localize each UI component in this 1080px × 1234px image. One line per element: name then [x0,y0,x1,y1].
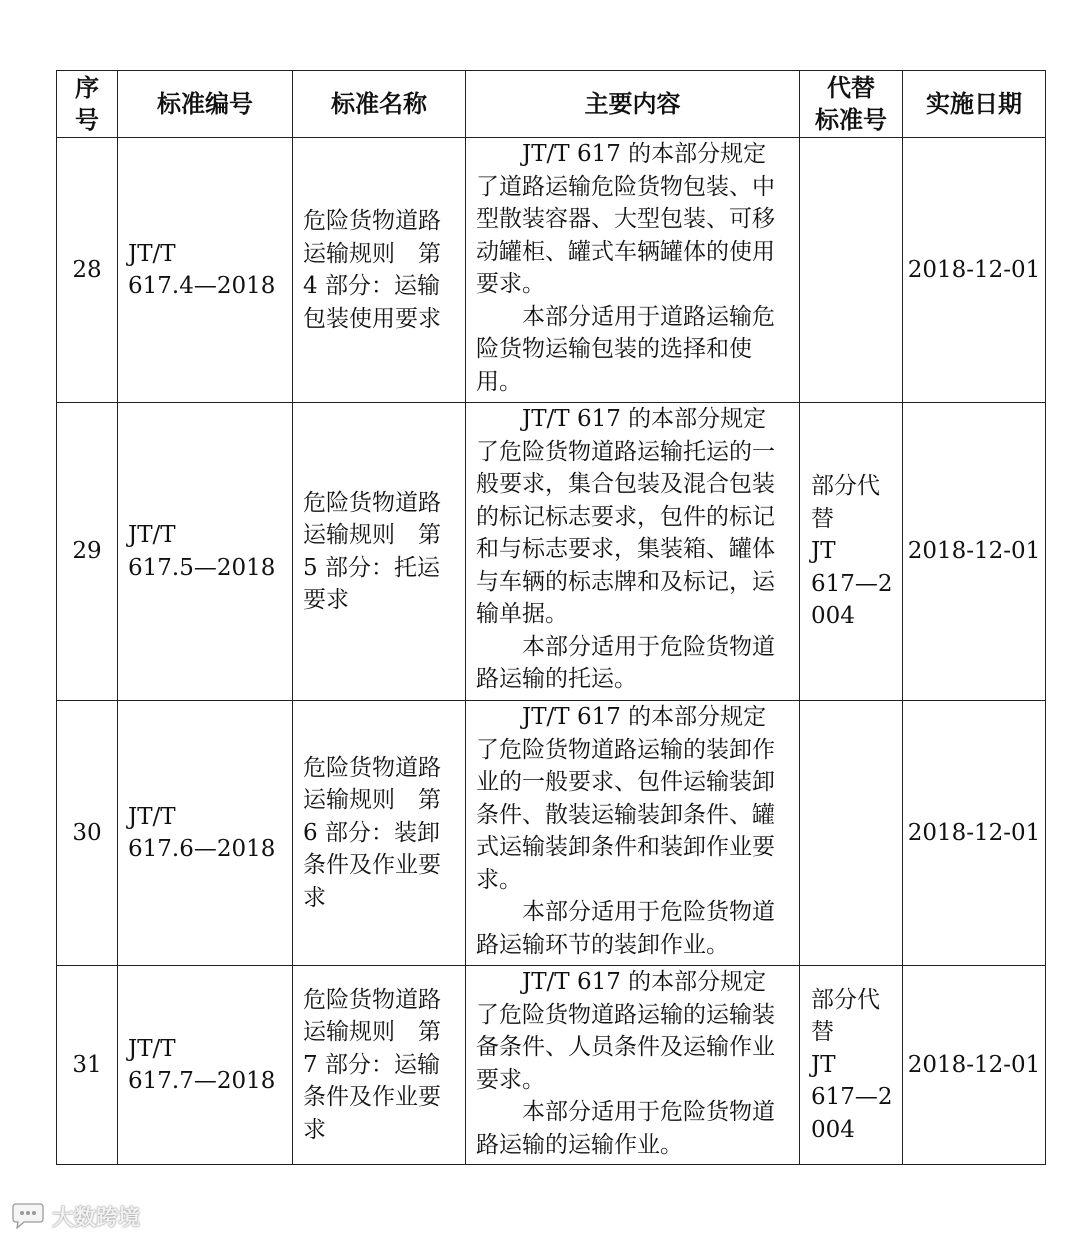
table-row [57,138,1046,403]
row-no: 30 [57,701,118,966]
header-code: 标准编号 [118,71,293,138]
standard-name: 危险货物道路 运输规则 第 6 部分：装卸 条件及作业要 求 [293,701,466,966]
header-date: 实施日期 [903,71,1046,138]
header-row [57,71,1046,138]
replaces-standard: 部分代 替 JT 617—2 004 [800,966,903,1165]
row-no: 31 [57,966,118,1165]
standard-code: JT/T 617.6—2018 [118,701,293,966]
content-paragraph: 本部分适用于危险货物道路运输环节的装卸作业。 [476,899,775,958]
effective-date: 2018-12-01 [903,403,1046,701]
standard-name: 危险货物道路 运输规则 第 5 部分：托运 要求 [293,403,466,701]
content-paragraph: 本部分适用于危险货物道路运输的运输作业。 [476,1099,775,1158]
row-no: 28 [57,138,118,403]
effective-date: 2018-12-01 [903,966,1046,1165]
main-content [466,403,800,701]
header-no: 序 号 [57,71,118,138]
main-content [466,701,800,966]
watermark [10,1201,140,1231]
header-content: 主要内容 [466,71,800,138]
replaces-standard [800,701,903,966]
content-paragraph: JT/T 617 的本部分规定了道路运输危险货物包装、中型散装容器、大型包装、可移动罐柜、罐式车辆罐体的使用要求。 [476,141,775,297]
replaces-standard: 部分代 替 JT 617—2 004 [800,403,903,701]
row-no: 29 [57,403,118,701]
effective-date: 2018-12-01 [903,138,1046,403]
header-replaces: 代替 标准号 [800,71,903,138]
main-content [466,138,800,403]
standard-code: JT/T 617.4—2018 [118,138,293,403]
content-paragraph: 本部分适用于危险货物道路运输的托运。 [476,633,775,692]
standard-code: JT/T 617.5—2018 [118,403,293,701]
replaces-standard [800,138,903,403]
standard-name: 危险货物道路 运输规则 第 4 部分：运输 包装使用要求 [293,138,466,403]
table-row [57,701,1046,966]
standards-table [56,70,1046,1165]
standard-name: 危险货物道路 运输规则 第 7 部分：运输 条件及作业要 求 [293,966,466,1165]
main-content [466,966,800,1165]
chat-bubble-logo-icon [10,1203,46,1229]
content-paragraph: JT/T 617 的本部分规定了危险货物道路运输托运的一般要求，集合包装及混合包装的标记标志要求，包件的标记和与标志要求，集装箱、罐体与车辆的标志牌和及标记，运输单据。 [476,406,775,627]
content-paragraph: JT/T 617 的本部分规定了危险货物道路运输的运输装备条件、人员条件及运输作业要求。 [476,969,775,1093]
content-paragraph: JT/T 617 的本部分规定了危险货物道路运输的装卸作业的一般要求、包件运输装卸条件、散装运输装卸条件、罐式运输装卸条件和装卸作业要求。 [476,704,775,893]
table-row [57,966,1046,1165]
table-row [57,403,1046,701]
content-paragraph: 本部分适用于道路运输危险货物运输包装的选择和使用。 [476,303,775,395]
standard-code: JT/T 617.7—2018 [118,966,293,1165]
header-name: 标准名称 [293,71,466,138]
watermark-text: 大数跨境 [52,1205,141,1231]
effective-date: 2018-12-01 [903,701,1046,966]
